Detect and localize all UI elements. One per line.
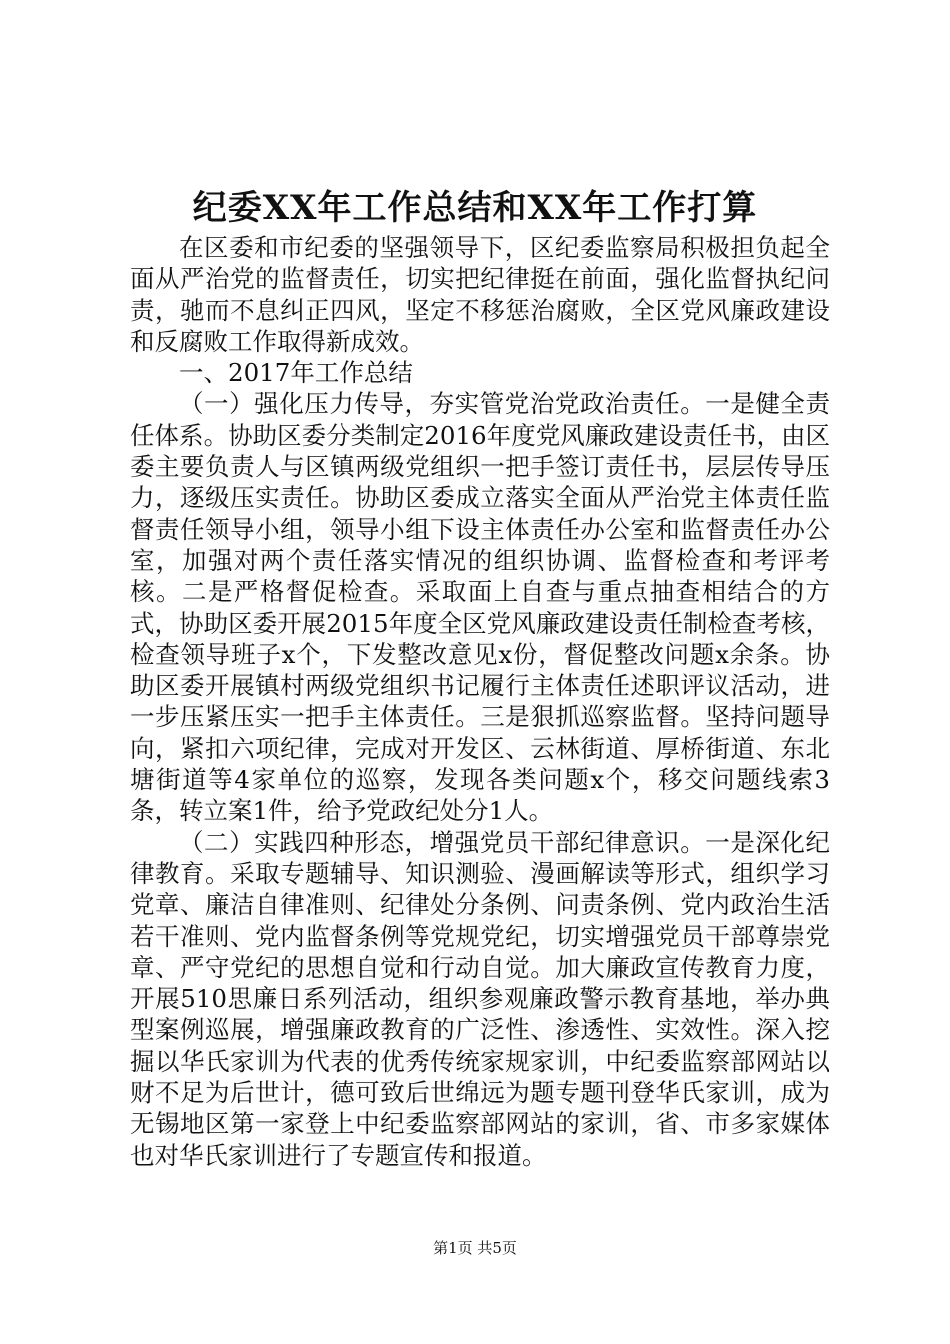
body-paragraph-1: （一）强化压力传导，夯实管党治党政治责任。一是健全责任体系。协助区委分类制定2016年度党风廉政建设责任书，由区委主要负责人与区镇两级党组织一把手签订责任书，层层传导压力，逐级压实责任。协助区委成立落实全面从严治党主体责任监督责任领导小组，领导小组下设主体责任办公室和监督责任办公室，加强对两个责任落实情况的组织协调、监督检查和考评考核。二是严格督促检查。采取面上自查与重点抽查相结合的方式，协助区委开展2015年度全区党风廉政建设责任制检查考核，检查领导班子x个，下发整改意见x份，督促整改问题x余条。协助区委开展镇村两级党组织书记履行主体责任述职评议活动，进一步压紧压实一把手主体责任。三是狠抓巡察监督。坚持问题导向，紧扣六项纪律，完成对开发区、云林街道、厚桥街道、东北塘街道等4家单位的巡察，发现各类问题x个，移交问题线索3条，转立案1件，给予党政纪处分1人。 [130,389,830,826]
section-heading: 一、2017年工作总结 [179,358,413,388]
document-body [130,232,830,1171]
document-title: 纪委XX年工作总结和XX年工作打算 [192,188,758,228]
intro-paragraph: 在区委和市纪委的坚强领导下，区纪委监察局积极担负起全面从严治党的监督责任，切实把纪律挺在前面，强化监督执纪问责，驰而不息纠正四风，坚定不移惩治腐败，全区党风廉政建设和反腐败工作取得新成效。 [130,233,830,356]
page-number-footer: 第1页 共5页 [433,1239,517,1257]
body-paragraph-2: （二）实践四种形态，增强党员干部纪律意识。一是深化纪律教育。采取专题辅导、知识测验、漫画解读等形式，组织学习党章、廉洁自律准则、纪律处分条例、问责条例、党内政治生活若干准则、党内监督条例等党规党纪，切实增强党员干部尊崇党章、严守党纪的思想自觉和行动自觉。加大廉政宣传教育力度，开展510思廉日系列活动，组织参观廉政警示教育基地，举办典型案例巡展，增强廉政教育的广泛性、渗透性、实效性。深入挖掘以华氏家训为代表的优秀传统家规家训，中纪委监察部网站以财不足为后世计，德可致后世绵远为题专题刊登华氏家训，成为无锡地区第一家登上中纪委监察部网站的家训，省、市多家媒体也对华氏家训进行了专题宣传和报道。 [130,827,830,1170]
